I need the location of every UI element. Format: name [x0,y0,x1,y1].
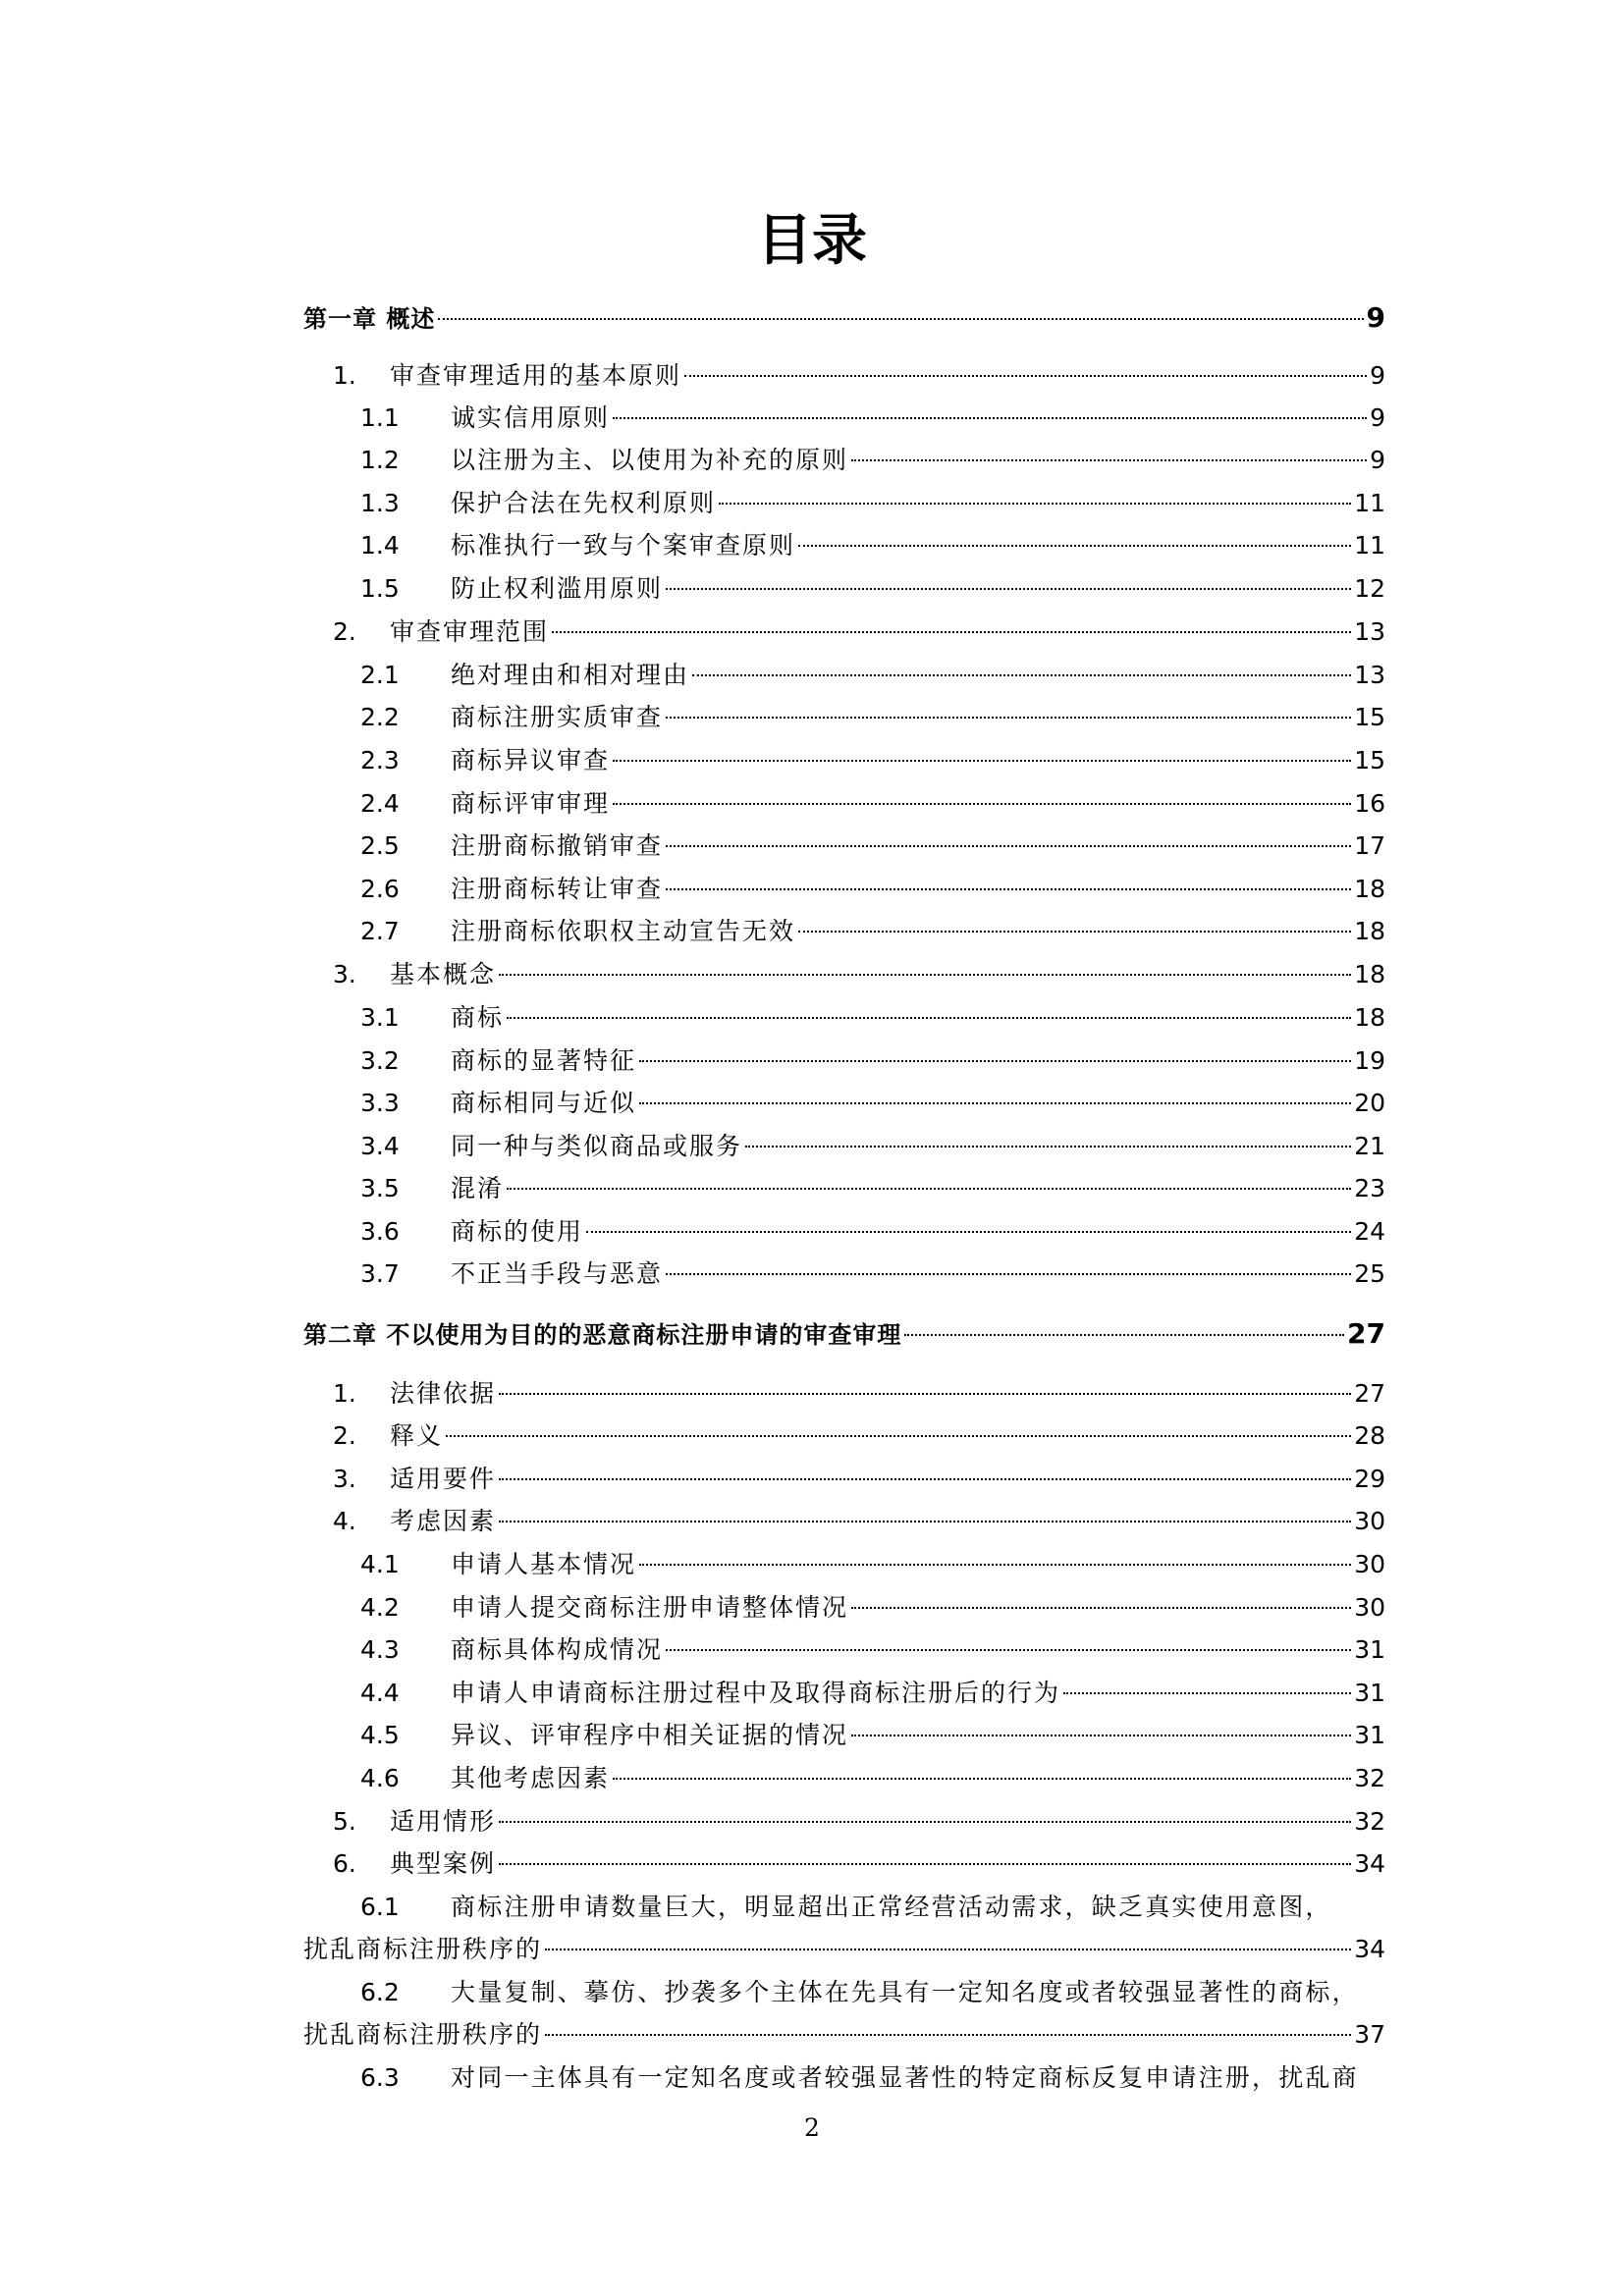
toc-entry-text: 保护合法在先权利原则 [451,489,717,517]
toc-entry-number: 6.3 [360,2063,400,2092]
toc-entry-text: 第二章 不以使用为目的的恶意商标注册申请的审查审理 [303,1321,902,1349]
toc-page-number: 11 [1354,531,1385,560]
toc-section-2-5[interactable] [303,1802,1385,1842]
toc-leader [666,588,1351,590]
toc-subsection-2-7[interactable] [303,912,1385,951]
toc-subsection-2-1[interactable] [303,656,1385,695]
toc-page-number: 34 [1354,1935,1385,1963]
toc-entry-number: 2. [333,617,356,646]
toc-section-2-3[interactable] [303,1460,1385,1499]
toc-page-number: 13 [1354,661,1385,689]
toc-leader [438,318,1363,320]
toc-entry-number: 6. [333,1849,356,1878]
toc-entry-text: 混淆 [451,1174,505,1202]
toc-entry-text: 考虑因素 [390,1507,497,1535]
toc-entry-text-cont: 扰乱商标注册秩序的 [303,2020,543,2049]
toc-leader [639,1060,1351,1062]
toc-subsection-2-4[interactable] [303,784,1385,824]
toc-entry-text: 审查审理范围 [390,617,550,646]
toc-section-2-1[interactable] [303,1374,1385,1414]
toc-page-number: 9 [1370,361,1385,390]
toc-entry-number: 3.5 [360,1174,400,1202]
toc-entry-number: 1. [333,361,356,390]
toc-section-2-2[interactable] [303,1416,1385,1456]
toc-entry-text: 适用情形 [390,1807,497,1836]
toc-leader [446,1435,1351,1437]
toc-entry-text: 注册商标转让审查 [451,875,664,903]
toc-page-number: 25 [1354,1259,1385,1288]
toc-leader [545,1949,1351,1950]
toc-entry-text: 申请人申请商标注册过程中及取得商标注册后的行为 [451,1679,1061,1707]
toc-page-number: 24 [1354,1217,1385,1246]
toc-section-1[interactable] [303,356,1385,396]
toc-leader [666,1649,1351,1651]
toc-page-number: 18 [1354,917,1385,945]
toc-entry-text: 申请人提交商标注册申请整体情况 [451,1593,849,1622]
toc-subsection-1-1[interactable] [303,399,1385,438]
toc-entry-text: 其他考虑因素 [451,1764,611,1792]
toc-page-number: 9 [1370,403,1385,432]
toc-subsection-6-1-cont[interactable] [303,1930,1385,1969]
toc-page-number: 15 [1354,746,1385,774]
toc-entry-number: 1. [333,1379,356,1408]
toc-entry-text: 商标具体构成情况 [451,1635,664,1664]
toc-section-3[interactable] [303,955,1385,994]
toc-subsection-4-1[interactable] [303,1545,1385,1584]
toc-entry-text: 注册商标撤销审查 [451,831,664,860]
toc-entry-text: 释义 [390,1421,444,1450]
toc-entry-number: 4.1 [360,1550,400,1578]
toc-entry-text: 同一种与类似商品或服务 [451,1132,743,1160]
toc-chapter-2[interactable] [303,1314,1385,1354]
toc-page-number: 37 [1354,2020,1385,2049]
toc-subsection-3-1[interactable] [303,998,1385,1038]
toc-leader [499,974,1351,976]
toc-leader [586,1231,1351,1233]
toc-leader [613,1778,1351,1780]
toc-leader [507,1017,1351,1019]
toc-page-number: 18 [1354,875,1385,903]
toc-entry-number: 1.2 [360,446,400,474]
toc-leader [499,1521,1351,1522]
toc-entry-number: 4.3 [360,1635,400,1664]
toc-section-2[interactable] [303,613,1385,652]
toc-entry-text: 注册商标依职权主动宣告无效 [451,917,796,945]
toc-leader [499,1393,1351,1395]
toc-leader [499,1863,1351,1865]
toc-subsection-3-7[interactable] [303,1255,1385,1294]
toc-page-number: 11 [1354,489,1385,517]
toc-page-number: 30 [1354,1593,1385,1622]
toc-page-number: 17 [1354,831,1385,860]
toc-entry-number: 3.1 [360,1003,400,1032]
toc-subsection-3-6[interactable] [303,1212,1385,1252]
toc-leader [666,717,1351,719]
toc-entry-number: 1.1 [360,403,400,432]
toc-page-number: 30 [1354,1550,1385,1578]
toc-subsection-3-4[interactable] [303,1127,1385,1166]
toc-subsection-2-6[interactable] [303,870,1385,909]
toc-subsection-6-2[interactable] [303,1973,1385,2012]
toc-entry-number: 2.6 [360,875,400,903]
page-title: 目录 [757,208,867,273]
toc-leader [904,1334,1344,1336]
toc-page-number: 19 [1354,1046,1385,1075]
toc-leader [798,931,1351,933]
toc-subsection-4-2[interactable] [303,1588,1385,1628]
toc-entry-number: 2. [333,1421,356,1450]
toc-page-number: 32 [1354,1807,1385,1836]
toc-leader [666,845,1351,847]
toc-entry-number: 3.7 [360,1259,400,1288]
toc-chapter-1[interactable] [303,298,1385,338]
toc-page-number: 27 [1354,1379,1385,1408]
toc-subsection-4-3[interactable] [303,1630,1385,1670]
toc-entry-text: 商标相同与近似 [451,1089,637,1117]
toc-entry-number: 4.5 [360,1721,400,1749]
toc-entry-text: 适用要件 [390,1465,497,1493]
toc-leader [851,1607,1351,1609]
toc-subsection-6-3[interactable] [303,2058,1385,2098]
toc-leader [745,1146,1351,1148]
toc-leader [851,1735,1351,1736]
toc-entry-number: 1.5 [360,574,400,603]
toc-entry-number: 3.4 [360,1132,400,1160]
toc-subsection-1-5[interactable] [303,569,1385,609]
toc-entry-text: 商标注册申请数量巨大，明显超出正常经营活动需求，缺乏真实使用意图， [451,1893,1332,1921]
toc-entry-number: 4.2 [360,1593,400,1622]
toc-entry-text: 申请人基本情况 [451,1550,637,1578]
toc-subsection-1-4[interactable] [303,526,1385,565]
toc-entry-text: 绝对理由和相对理由 [451,661,690,689]
toc-leader [613,760,1351,762]
toc-entry-text: 商标异议审查 [451,746,611,774]
toc-page-number: 9 [1366,301,1385,334]
toc-entry-number: 6.1 [360,1893,400,1921]
toc-subsection-3-5[interactable] [303,1169,1385,1208]
toc-subsection-3-2[interactable] [303,1041,1385,1081]
toc-entry-text-cont: 扰乱商标注册秩序的 [303,1935,543,1963]
toc-subsection-2-2[interactable] [303,698,1385,737]
toc-page-number: 34 [1354,1849,1385,1878]
toc-entry-number: 2.4 [360,789,400,818]
toc-entry-text: 标准执行一致与个案审查原则 [451,531,796,560]
toc-entry-number: 6.2 [360,1978,400,2006]
toc-page-number: 31 [1354,1721,1385,1749]
toc-leader [639,1564,1351,1566]
toc-leader [684,375,1367,377]
toc-entry-number: 1.4 [360,531,400,560]
toc-entry-text: 商标 [451,1003,505,1032]
toc-entry-text: 异议、评审程序中相关证据的情况 [451,1721,849,1749]
toc-subsection-6-1[interactable] [303,1888,1385,1927]
toc-section-2-6[interactable] [303,1844,1385,1884]
toc-leader [613,417,1367,419]
toc-page-number: 31 [1354,1635,1385,1664]
toc-subsection-2-5[interactable] [303,827,1385,866]
toc-leader [1063,1692,1351,1694]
toc-entry-number: 2.5 [360,831,400,860]
toc-entry-number: 3. [333,960,356,988]
toc-leader [666,888,1351,890]
toc-leader [552,631,1351,633]
toc-section-2-4[interactable] [303,1502,1385,1541]
toc-page-number: 32 [1354,1764,1385,1792]
toc-subsection-4-6[interactable] [303,1759,1385,1798]
toc-entry-text: 商标的使用 [451,1217,584,1246]
toc-entry-text: 以注册为主、以使用为补充的原则 [451,446,849,474]
toc-entry-text: 对同一主体具有一定知名度或者较强显著性的特定商标反复申请注册，扰乱商 [451,2063,1359,2092]
toc-entry-number: 1.3 [360,489,400,517]
toc-leader [613,803,1351,805]
toc-subsection-4-4[interactable] [303,1674,1385,1713]
toc-entry-number: 2.3 [360,746,400,774]
toc-leader [639,1102,1351,1104]
toc-page-number: 30 [1354,1507,1385,1535]
toc-entry-text: 审查审理适用的基本原则 [390,361,682,390]
toc-leader [507,1188,1351,1190]
toc-page-number: 9 [1370,446,1385,474]
toc-entry-text: 商标注册实质审查 [451,703,664,731]
toc-leader [798,545,1351,547]
toc-leader [851,459,1367,461]
toc-entry-text: 典型案例 [390,1849,497,1878]
toc-page-number: 27 [1347,1317,1385,1350]
toc-entry-number: 2.7 [360,917,400,945]
toc-leader [499,1821,1351,1823]
toc-page-number: 12 [1354,574,1385,603]
toc-entry-text: 不正当手段与恶意 [451,1259,664,1288]
toc-entry-text: 防止权利滥用原则 [451,574,664,603]
toc-entry-number: 4.4 [360,1679,400,1707]
toc-subsection-1-3[interactable] [303,484,1385,523]
toc-page-number: 18 [1354,960,1385,988]
toc-entry-number: 2.2 [360,703,400,731]
page-number: 2 [804,2113,820,2142]
toc-entry-text: 基本概念 [390,960,497,988]
toc-page-number: 21 [1354,1132,1385,1160]
toc-entry-number: 2.1 [360,661,400,689]
toc-subsection-4-5[interactable] [303,1716,1385,1755]
toc-page-number: 18 [1354,1003,1385,1032]
toc-leader [499,1478,1351,1480]
toc-page-number: 16 [1354,789,1385,818]
toc-entry-text: 商标的显著特征 [451,1046,637,1075]
toc-subsection-1-2[interactable] [303,441,1385,480]
toc-page-number: 20 [1354,1089,1385,1117]
toc-leader [666,1273,1351,1275]
toc-page-number: 23 [1354,1174,1385,1202]
toc-entry-text: 诚实信用原则 [451,403,611,432]
toc-page-number: 29 [1354,1465,1385,1493]
toc-entry-text: 商标评审审理 [451,789,611,818]
toc-entry-number: 5. [333,1807,356,1836]
toc-subsection-6-2-cont[interactable] [303,2015,1385,2055]
toc-leader [719,503,1351,505]
toc-page-number: 13 [1354,617,1385,646]
toc-entry-number: 4. [333,1507,356,1535]
toc-page-number: 31 [1354,1679,1385,1707]
toc-entry-number: 3.6 [360,1217,400,1246]
toc-page-number: 28 [1354,1421,1385,1450]
toc-subsection-3-3[interactable] [303,1084,1385,1123]
toc-entry-number: 4.6 [360,1764,400,1792]
toc-leader [692,674,1351,676]
toc-entry-number: 3. [333,1465,356,1493]
toc-subsection-2-3[interactable] [303,741,1385,780]
toc-leader [545,2034,1351,2036]
toc-entry-text: 大量复制、摹仿、抄袭多个主体在先具有一定知名度或者较强显著性的商标， [451,1978,1359,2006]
toc-entry-text: 法律依据 [390,1379,497,1408]
toc-entry-number: 3.3 [360,1089,400,1117]
toc-entry-number: 3.2 [360,1046,400,1075]
toc-page-number: 15 [1354,703,1385,731]
toc-entry-text: 第一章 概述 [303,305,436,333]
